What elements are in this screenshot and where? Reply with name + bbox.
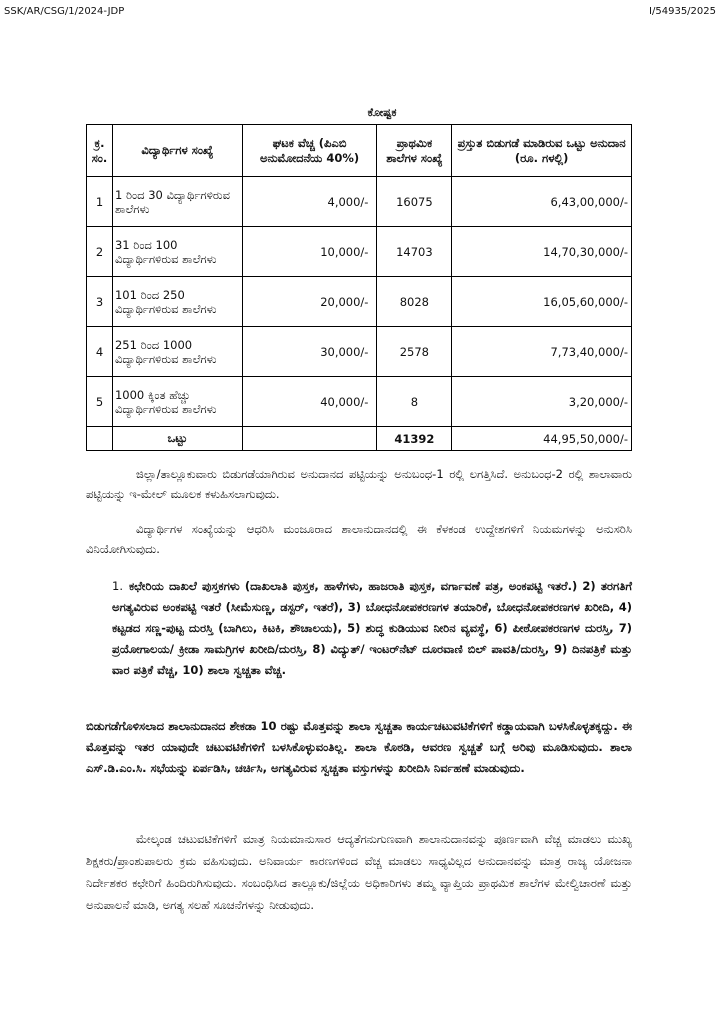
cleanliness-paragraph: ಬಿಡುಗಡೆಗೊಳಿಸಲಾದ ಶಾಲಾನುದಾನದ ಶೇಕಡಾ 10 ರಷ್ಟು ಮೊತ್ತವನ್ನು ಶಾಲಾ ಸ್ವಚ್ಚತಾ ಕಾರ್ಯಚಟುವಟಿಕೆಗಳಿಗೆ ಕಡ್ಡಾಯವಾಗಿ ಬಳಸಿಕೊಳ್ಳತಕ್ಕದ್ದು. ಈ ಮೊತ್ತವನ್ನು ಇತರ ಯಾವುದೇ ಚಟುವಟಿಕೆಗಳಿಗೆ ಬಳಸಿಕೊಳ್ಳುವಂತಿಲ್ಲ. ಶಾಲಾ ಕೊಠಡಿ, ಆವರಣ ಸ್ವಚ್ಚತೆ ಬಗ್ಗೆ ಅರಿವು ಮೂಡಿಸುವುದು. ಶಾಲಾ ಎಸ್.ಡಿ.ಎಂ.ಸಿ. ಸಭೆಯನ್ನು ಏರ್ಪಡಿಸಿ, ಚರ್ಚಿಸಿ, ಅಗತ್ಯವಿರುವ ಸ್ವಚ್ಚತಾ ವಸ್ತುಗಳನ್ನು ಖರೀದಿಸಿ ನಿರ್ವಹಣೆ ಮಾಡುವುದು.: [86, 719, 632, 775]
cell-student-category: 31 ರಿಂದ 100 ವಿದ್ಯಾರ್ಥಿಗಳಿರುವ ಶಾಲೆಗಳು: [112, 227, 242, 277]
cell-grant-amount: 16,05,60,000/-: [452, 277, 632, 327]
cell-school-count: 8028: [377, 277, 452, 327]
table-total-row: [87, 427, 632, 451]
cell-serial-no: 4: [87, 327, 113, 377]
cell-unit-cost: 30,000/-: [242, 327, 377, 377]
cell-unit-cost: 4,000/-: [242, 177, 377, 227]
cell-serial-no: 3: [87, 277, 113, 327]
cell-blank: [87, 427, 113, 451]
expenditure-paragraph: ಮೇಲ್ಕಂಡ ಚಟುವಟಿಕೆಗಳಿಗೆ ಮಾತ್ರ ನಿಯಮಾನುಸಾರ ಆದ್ಯತೆಗನುಗುಣವಾಗಿ ಶಾಲಾನುದಾನವನ್ನು ಪೂರ್ಣವಾಗಿ ವೆಚ್ಚ ಮಾಡಲು ಮುಖ್ಯ ಶಿಕ್ಷಕರು/ಪ್ರಾಂಶುಪಾಲರು ಕ್ರಮ ವಹಿಸುವುದು. ಅನಿವಾರ್ಯ ಕಾರಣಗಳಿಂದ ವೆಚ್ಚ ಮಾಡಲು ಸಾಧ್ಯವಿಲ್ಲದ ಅನುದಾನವನ್ನು ಮಾತ್ರ ರಾಜ್ಯ ಯೋಜನಾ ನಿರ್ದೇಶಕರ ಕಛೇರಿಗೆ ಹಿಂದಿರುಗಿಸುವುದು. ಸಂಬಂಧಿಸಿದ ತಾಲ್ಲೂಕು/ಜಿಲ್ಲೆಯ ಅಧಿಕಾರಿಗಳು ತಮ್ಮ ವ್ಯಾಪ್ತಿಯ ಪ್ರಾಥಮಿಕ ಶಾಲೆಗಳ ಮೇಲ್ವಿಚಾರಣೆ ಮತ್ತು ಅನುಪಾಲನೆ ಮಾಡಿ, ಅಗತ್ಯ ಸಲಹೆ ಸೂಚನೆಗಳನ್ನು ನೀಡುವುದು.: [86, 832, 632, 912]
table-caption: ಕೋಷ್ಟಕ: [367, 106, 397, 119]
cell-serial-no: 2: [87, 227, 113, 277]
cell-student-category: 101 ರಿಂದ 250 ವಿದ್ಯಾರ್ಥಿಗಳಿರುವ ಶಾಲೆಗಳು: [112, 277, 242, 327]
annexure-paragraph: ಜಿಲ್ಲಾ/ತಾಲ್ಲೂಕುವಾರು ಬಿಡುಗಡೆಯಾಗಿರುವ ಅನುದಾನದ ಪಟ್ಟಿಯನ್ನು ಅನುಬಂಧ-1 ರಲ್ಲಿ ಲಗತ್ತಿಸಿದೆ. ಅನುಬಂಧ-2 ರಲ್ಲಿ ಶಾಲಾವಾರು ಪಟ್ಟಿಯನ್ನು ಇ-ಮೇಲ್ ಮೂಲಕ ಕಳುಹಿಸಲಾಗುವುದು.: [86, 467, 632, 501]
cell-grant-amount: 3,20,000/-: [452, 377, 632, 427]
file-reference: SSK/AR/CSG/1/2024-JDP: [4, 6, 125, 17]
cell-grant-amount: 7,73,40,000/-: [452, 327, 632, 377]
table-row: [87, 327, 632, 377]
cell-student-category: 1000 ಕ್ಕಿಂತ ಹೆಚ್ಚು ವಿದ್ಯಾರ್ಥಿಗಳಿರುವ ಶಾಲೆಗಳು: [112, 377, 242, 427]
cell-school-count: 2578: [377, 327, 452, 377]
header-unit-cost: ಘಟಕ ವೆಚ್ಚ (ಪಿಎಬಿ ಅನುಮೋದನೆಯ 40%): [242, 125, 377, 177]
cell-serial-no: 1: [87, 177, 113, 227]
cell-school-count: 16075: [377, 177, 452, 227]
cell-student-category: 251 ರಿಂದ 1000 ವಿದ್ಯಾರ್ಥಿಗಳಿರುವ ಶಾಲೆಗಳು: [112, 327, 242, 377]
total-school-count: 41392: [377, 427, 452, 451]
table-header-row: [87, 125, 632, 177]
total-label: ಒಟ್ಟು: [112, 427, 242, 451]
inward-number: I/54935/2025: [649, 6, 716, 17]
header-student-count: ವಿದ್ಯಾರ್ಥಿಗಳ ಸಂಖ್ಯೆ: [112, 125, 242, 177]
table-row: [87, 377, 632, 427]
list-number: 1.: [112, 579, 123, 593]
cell-school-count: 14703: [377, 227, 452, 277]
cell-blank: [242, 427, 377, 451]
cell-grant-amount: 6,43,00,000/-: [452, 177, 632, 227]
list-item: ಕಛೇರಿಯ ದಾಖಲೆ ಪುಸ್ತಕಗಳು (ದಾಖಲಾತಿ ಪುಸ್ತಕ, ಹಾಳೆಗಳು, ಹಾಜರಾತಿ ಪುಸ್ತಕ, ವರ್ಗಾವಣೆ ಪತ್ರ, ಅಂಕಪಟ್ಟಿ ಇತರೆ.) 2) ತರಗತಿಗೆ ಅಗತ್ಯವಿರುವ ಅಂಕಪಟ್ಟಿ ಇತರೆ (ಸೀಮೆಸುಣ್ಣ, ಡಸ್ಟರ್, ಇತರೆ), 3) ಬೋಧನೋಪಕರಣಗಳ ತಯಾರಿಕೆ, ಬೋಧನೋಪಕರಣಗಳ ಖರೀದಿ, 4) ಕಟ್ಟಡದ ಸಣ್ಣ-ಪುಟ್ಟ ದುರಸ್ತಿ (ಬಾಗಿಲು, ಕಿಟಕಿ, ಶೌಚಾಲಯ), 5) ಶುದ್ಧ ಕುಡಿಯುವ ನೀರಿನ ವ್ಯವಸ್ಥೆ, 6) ಪೀಠೋಪಕರಣಗಳ ದುರಸ್ತಿ, 7) ಪ್ರಯೋಗಾಲಯ/ ಕ್ರೀಡಾ ಸಾಮಗ್ರಿಗಳ ಖರೀದಿ/ದುರಸ್ತಿ, 8) ವಿದ್ಯುತ್/ ಇಂಟರ್‌ನೆಟ್ ದೂರವಾಣಿ ಬಿಲ್ ಪಾವತಿ/ದುರಸ್ತಿ, 9) ದಿನಪತ್ರಿಕೆ ಮತ್ತು ವಾರ ಪತ್ರಿಕೆ ವೆಚ್ಚ, 10) ಶಾಲಾ ಸ್ವಚ್ಚತಾ ವೆಚ್ಚ.: [112, 579, 632, 677]
table-row: [87, 277, 632, 327]
cell-school-count: 8: [377, 377, 452, 427]
header-serial-no: ಕ್ರ. ಸಂ.: [87, 125, 113, 177]
cell-serial-no: 5: [87, 377, 113, 427]
cell-unit-cost: 40,000/-: [242, 377, 377, 427]
total-grant-amount: 44,95,50,000/-: [452, 427, 632, 451]
table-row: [87, 227, 632, 277]
grant-table: [86, 124, 632, 451]
cell-grant-amount: 14,70,30,000/-: [452, 227, 632, 277]
utilisation-paragraph: ವಿದ್ಯಾರ್ಥಿಗಳ ಸಂಖ್ಯೆಯನ್ನು ಆಧರಿಸಿ ಮಂಜೂರಾದ ಶಾಲಾನುದಾನದಲ್ಲಿ ಈ ಕೆಳಕಂಡ ಉದ್ದೇಶಗಳಿಗೆ ನಿಯಮಗಳನ್ನು ಅನುಸರಿಸಿ ವಿನಿಯೋಗಿಸುವುದು.: [86, 522, 632, 556]
permitted-uses-list: [112, 576, 632, 681]
cell-unit-cost: 20,000/-: [242, 277, 377, 327]
header-total-grant: ಪ್ರಸ್ತುತ ಬಿಡುಗಡೆ ಮಾಡಿರುವ ಒಟ್ಟು ಅನುದಾನ (ರೂ. ಗಳಲ್ಲಿ): [452, 125, 632, 177]
header-school-count: ಪ್ರಾಥಮಿಕ ಶಾಲೆಗಳ ಸಂಖ್ಯೆ: [377, 125, 452, 177]
cell-student-category: 1 ರಿಂದ 30 ವಿದ್ಯಾರ್ಥಿಗಳಿರುವ ಶಾಲೆಗಳು: [112, 177, 242, 227]
cell-unit-cost: 10,000/-: [242, 227, 377, 277]
table-row: [87, 177, 632, 227]
